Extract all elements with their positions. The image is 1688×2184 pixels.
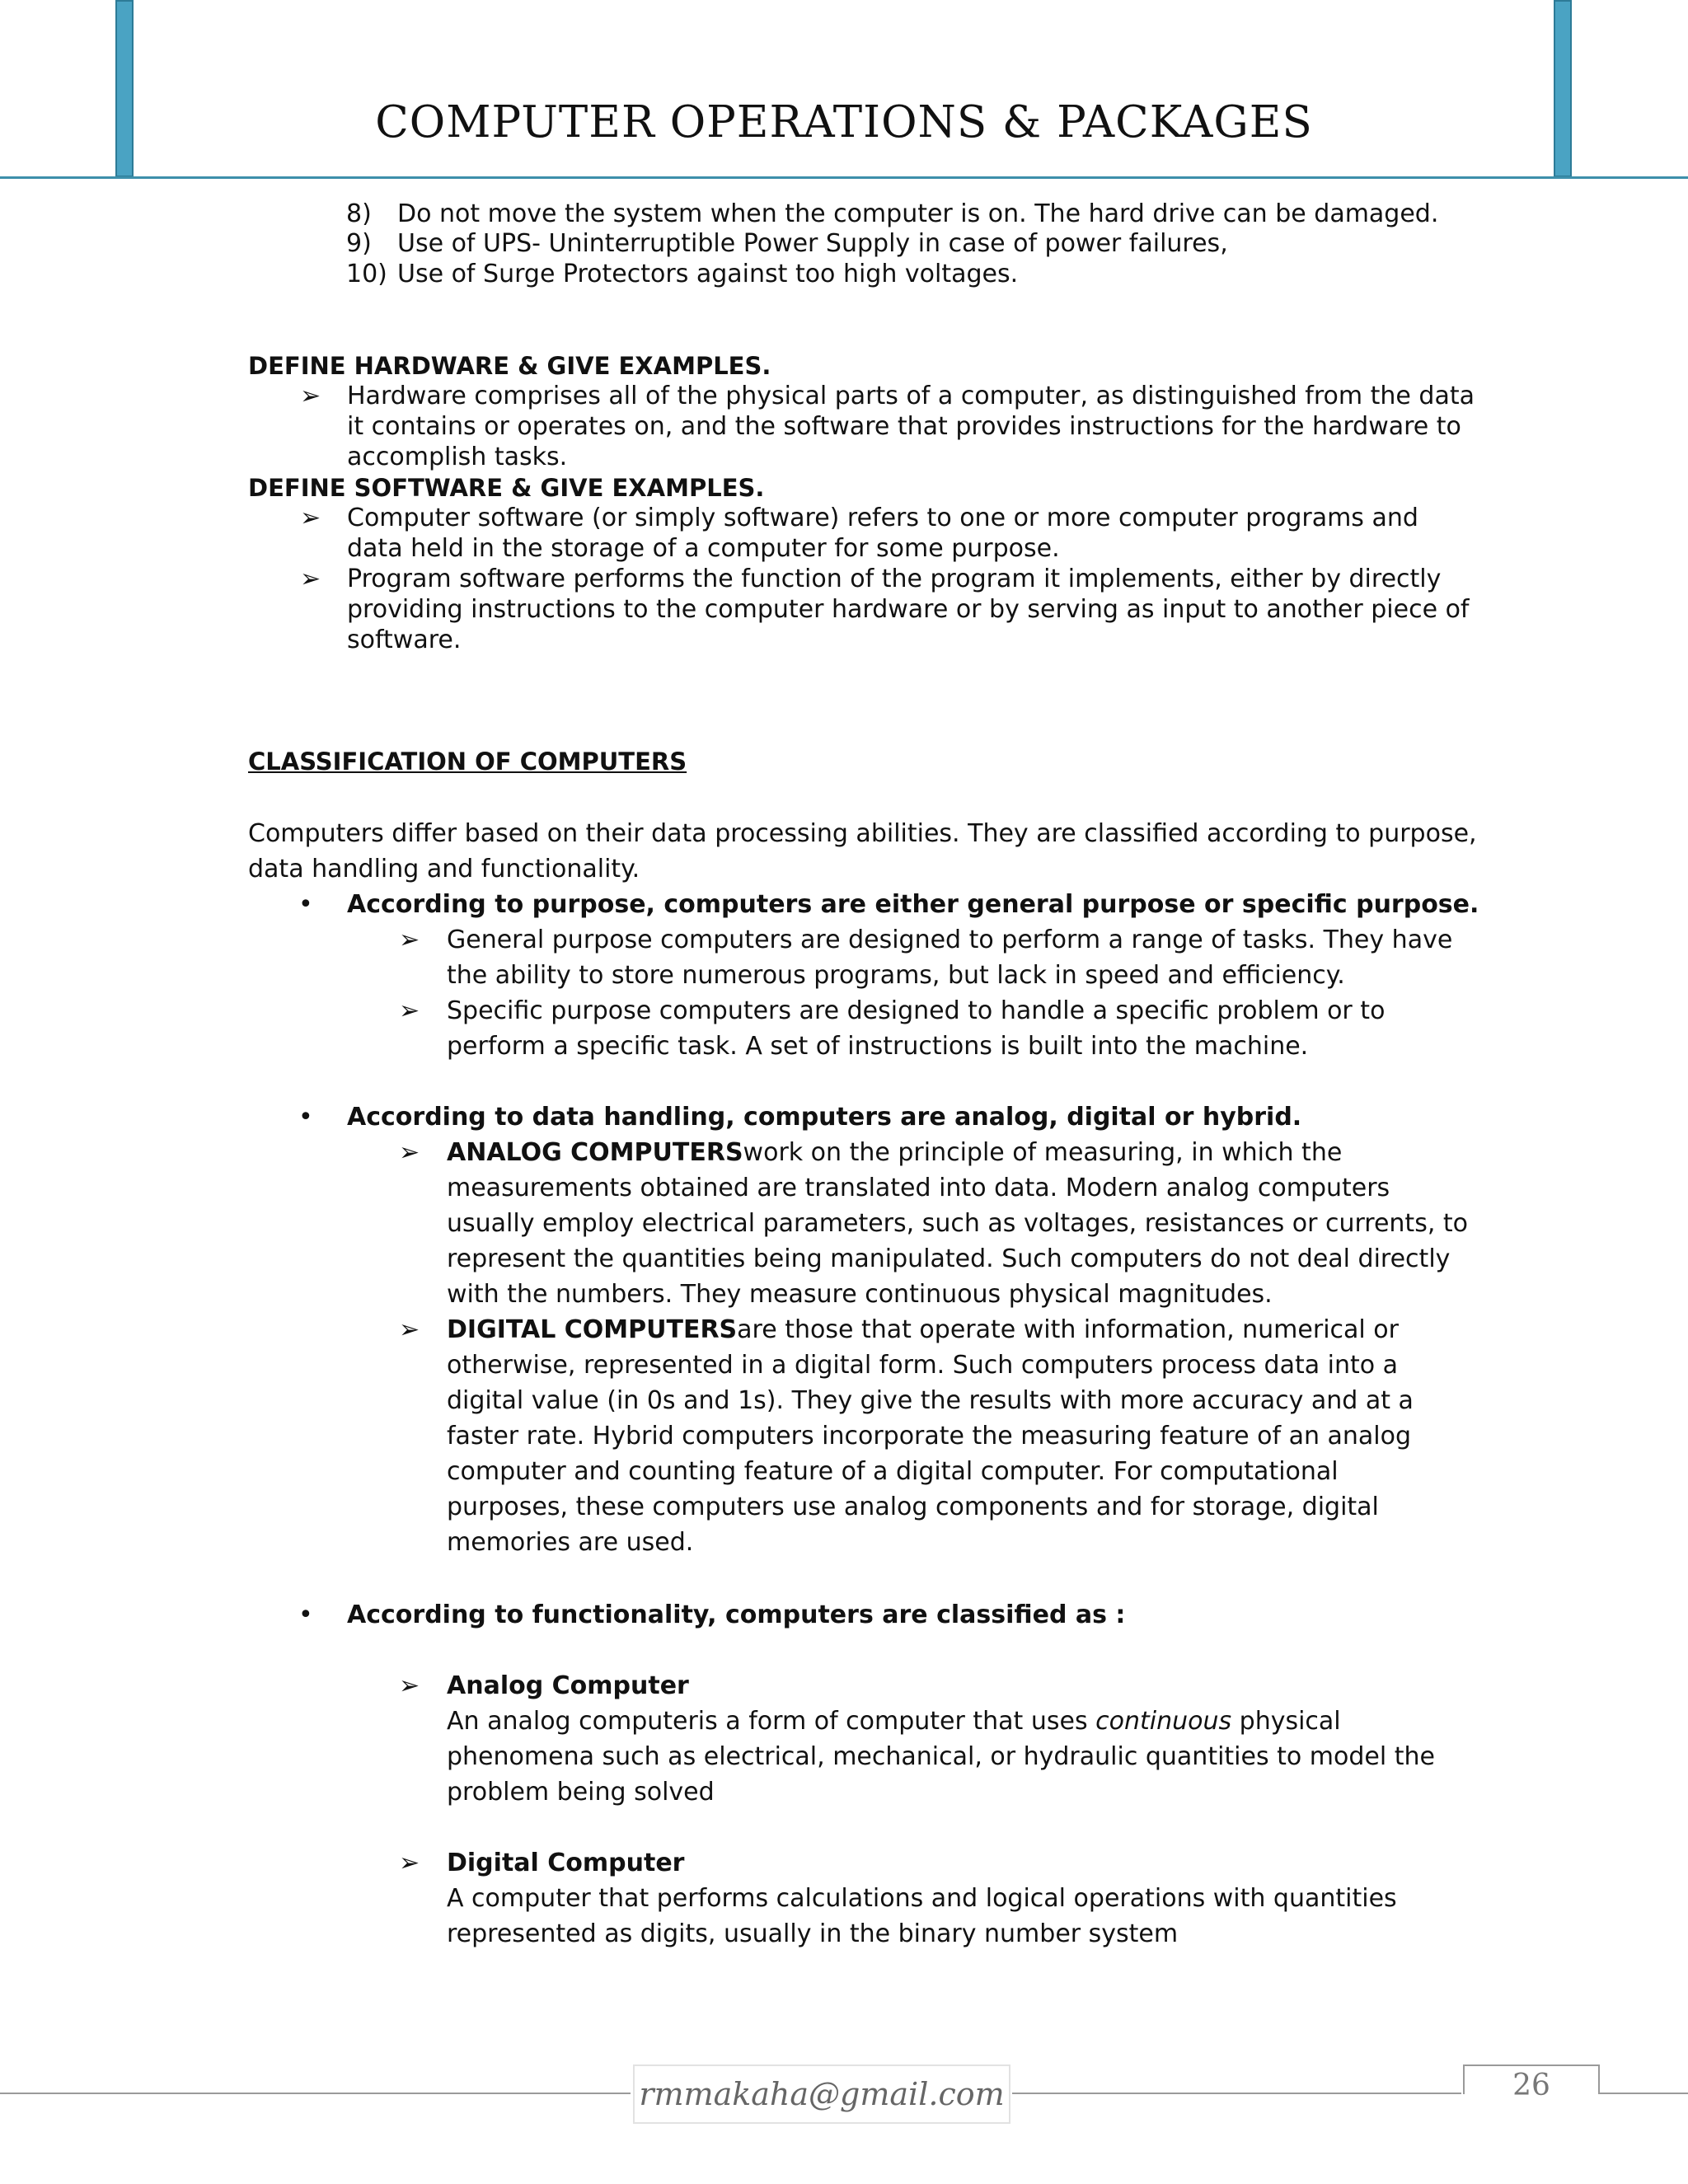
paragraph-text: An analog computeris a form of computer that uses (447, 1707, 1096, 1736)
digital-computers-text: are those that operate with information, numerical or (737, 1315, 1399, 1344)
paragraph-line: data handling and functionality. (248, 855, 640, 883)
paragraph-line: represent the quantities being manipulated. Such computers do not deal directly (447, 1244, 1451, 1273)
paragraph-line: Specific purpose computers are designed to handle a specific problem or to (447, 996, 1386, 1025)
paragraph-line: phenomena such as electrical, mechanical, or hydraulic quantities to model the (447, 1742, 1435, 1771)
analog-computers-line (447, 1138, 1342, 1168)
purpose-heading: According to purpose, computers are either general purpose or specific purpose. (347, 890, 1479, 919)
arrow-bullet-icon: ➢ (399, 1849, 420, 1877)
paragraph-line: with the numbers. They measure continuous physical magnitudes. (447, 1280, 1273, 1309)
arrow-bullet-icon: ➢ (399, 1315, 420, 1344)
paragraph-line: measurements obtained are translated into data. Modern analog computers (447, 1174, 1390, 1202)
paragraph-line: digital value (in 0s and 1s). They give the results with more accuracy and at a (447, 1386, 1414, 1415)
paragraph-line: it contains or operates on, and the software that provides instructions for the hardware to (347, 412, 1461, 441)
paragraph-line: purposes, these computers use analog components and for storage, digital (447, 1493, 1379, 1521)
paragraph-line: usually employ electrical parameters, such as voltages, resistances or currents, to (447, 1209, 1469, 1238)
paragraph-line: Program software performs the function of the program it implements, either by directly (347, 565, 1442, 593)
paragraph-line: perform a specific task. A set of instructions is built into the machine. (447, 1032, 1309, 1061)
hardware-heading: DEFINE HARDWARE & GIVE EXAMPLES. (248, 352, 771, 380)
arrow-bullet-icon: ➢ (399, 926, 420, 954)
paragraph-line: faster rate. Hybrid computers incorporate the measuring feature of an analog (447, 1422, 1412, 1451)
paragraph-line: data held in the storage of a computer for some purpose. (347, 534, 1060, 563)
paragraph-line: A computer that performs calculations and logical operations with quantities (447, 1884, 1397, 1913)
paragraph-line: software. (347, 626, 462, 654)
analog-computers-text: work on the principle of measuring, in which the (743, 1138, 1343, 1167)
footer-rule (1012, 2093, 1461, 2094)
header-bar-right (1554, 0, 1572, 177)
footer-rule (1599, 2093, 1688, 2094)
header-divider (0, 176, 1688, 179)
software-heading: DEFINE SOFTWARE & GIVE EXAMPLES. (248, 474, 765, 502)
list-number: 8) (346, 199, 372, 228)
footer-email: rmmakaha@gmail.com (633, 2064, 1010, 2124)
arrow-bullet-icon: ➢ (399, 1671, 420, 1700)
page-title: COMPUTER OPERATIONS & PACKAGES (375, 97, 1313, 148)
bullet-icon: • (298, 1601, 313, 1629)
paragraph-line: problem being solved (447, 1778, 715, 1807)
arrow-bullet-icon: ➢ (300, 382, 321, 410)
paragraph-line: memories are used. (447, 1528, 694, 1557)
classification-heading: CLASSIFICATION OF COMPUTERS (248, 748, 687, 776)
analog-computer-title: Analog Computer (447, 1671, 689, 1700)
list-item: Do not move the system when the computer is on. The hard drive can be damaged. (397, 199, 1439, 228)
digital-computer-title: Digital Computer (447, 1849, 685, 1877)
paragraph-text: physical (1231, 1707, 1341, 1736)
paragraph-line: Computers differ based on their data processing abilities. They are classified according to purpose, (248, 819, 1477, 848)
page-number: 26 (1512, 2069, 1550, 2102)
paragraph-line: General purpose computers are designed to perform a range of tasks. They have (447, 926, 1453, 954)
data-handling-heading: According to data handling, computers are analog, digital or hybrid. (347, 1103, 1302, 1132)
list-number: 10) (346, 260, 387, 288)
paragraph-line: otherwise, represented in a digital form. Such computers process data into a (447, 1351, 1399, 1380)
digital-computers-term: DIGITAL COMPUTERS (447, 1315, 738, 1344)
digital-computers-line (447, 1315, 1399, 1345)
arrow-bullet-icon: ➢ (399, 996, 420, 1025)
paragraph-line: computer and counting feature of a digital computer. For computational (447, 1457, 1339, 1486)
footer-rule (0, 2093, 631, 2094)
bullet-icon: • (298, 890, 313, 919)
list-item: Use of Surge Protectors against too high voltages. (397, 260, 1019, 288)
arrow-bullet-icon: ➢ (300, 565, 321, 593)
paragraph-line: Computer software (or simply software) refers to one or more computer programs and (347, 504, 1418, 532)
bullet-icon: • (298, 1103, 313, 1132)
analog-computer-line (447, 1707, 1341, 1736)
arrow-bullet-icon: ➢ (399, 1138, 420, 1167)
paragraph-line: accomplish tasks. (347, 443, 568, 471)
functionality-heading: According to functionality, computers are classified as : (347, 1601, 1126, 1629)
analog-computers-term: ANALOG COMPUTERS (447, 1138, 743, 1167)
emphasis-text: continuous (1095, 1707, 1232, 1736)
list-item: Use of UPS- Uninterruptible Power Supply in case of power failures, (397, 229, 1228, 258)
paragraph-line: the ability to store numerous programs, but lack in speed and efficiency. (447, 961, 1345, 990)
paragraph-line: Hardware comprises all of the physical parts of a computer, as distinguished from the data (347, 382, 1475, 410)
list-number: 9) (346, 229, 372, 258)
arrow-bullet-icon: ➢ (300, 504, 321, 532)
paragraph-line: represented as digits, usually in the binary number system (447, 1919, 1179, 1948)
paragraph-line: providing instructions to the computer hardware or by serving as input to another piece of (347, 595, 1470, 624)
header-bar-left (115, 0, 134, 177)
